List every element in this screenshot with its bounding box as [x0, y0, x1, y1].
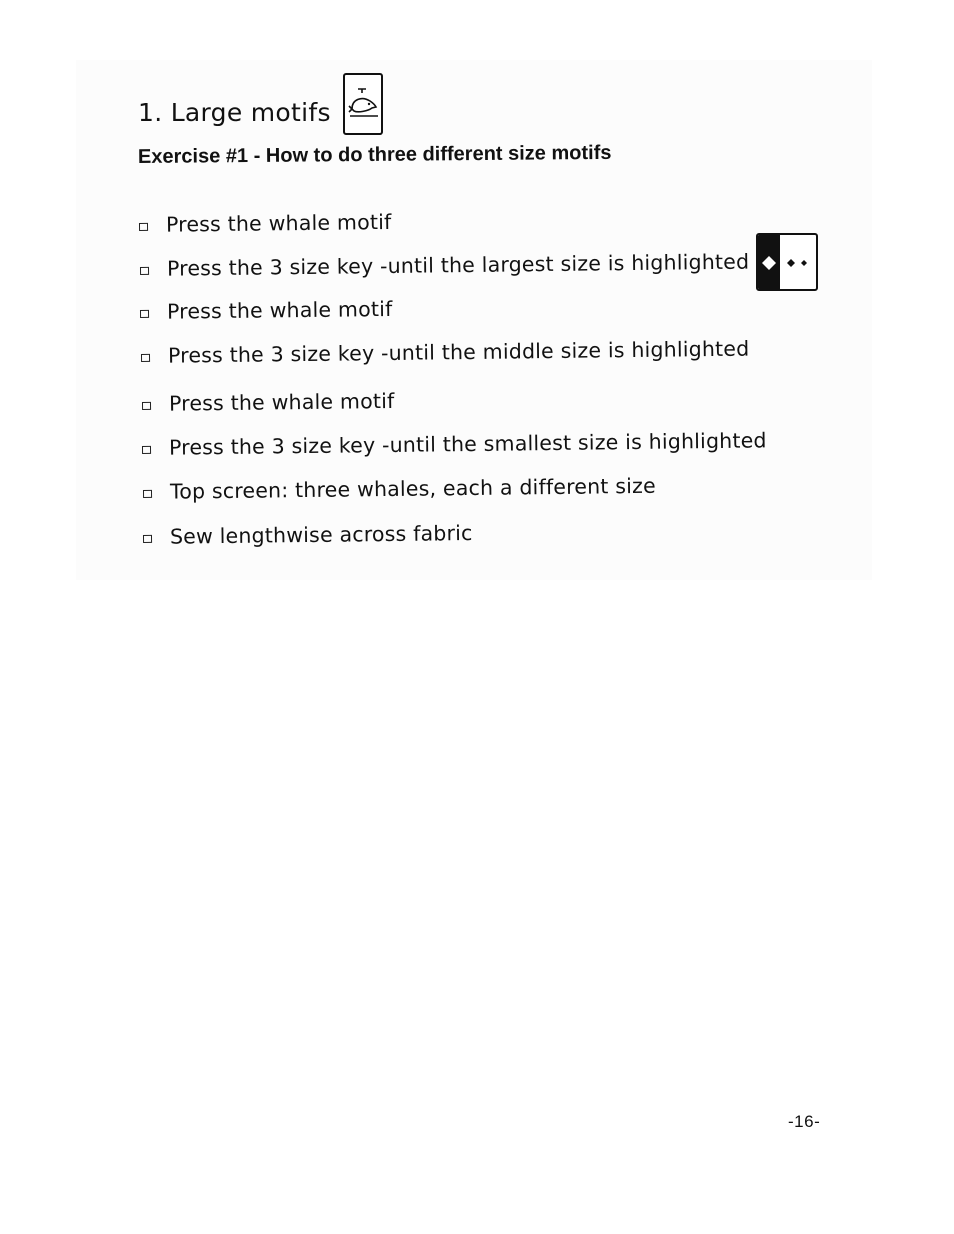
list-item	[139, 210, 392, 237]
whale-motif-icon	[343, 73, 383, 135]
step-text: Sew lengthwise across fabric	[169, 520, 473, 549]
checkbox-bullet-icon	[143, 535, 152, 543]
exercise-title: Exercise #1 - How to do three different size motifs	[137, 141, 612, 168]
list-item	[140, 297, 393, 324]
list-item	[142, 389, 395, 416]
step-text: Press the whale motif	[166, 296, 393, 324]
checkbox-bullet-icon	[142, 402, 151, 410]
step-text: Press the whale motif	[168, 388, 395, 416]
section-heading: 1. Large motifs	[138, 98, 331, 127]
checkbox-bullet-icon	[140, 267, 149, 275]
checkbox-bullet-icon	[141, 354, 150, 362]
step-text: Press the 3 size key -until the middle size is highlighted	[167, 336, 750, 368]
step-text: Press the whale motif	[165, 209, 392, 237]
step-text: Press the 3 size key -until the smallest size is highlighted	[168, 428, 767, 460]
step-text: Top screen: three whales, each a different size	[169, 473, 656, 504]
checkbox-bullet-icon	[140, 310, 149, 318]
checkbox-bullet-icon	[143, 490, 152, 498]
checkbox-bullet-icon	[142, 446, 151, 454]
step-text: Press the 3 size key -until the largest size is highlighted	[166, 249, 750, 281]
checkbox-bullet-icon	[139, 223, 148, 231]
list-item	[143, 521, 473, 549]
three-size-key-icon	[756, 233, 818, 291]
page-number: -16-	[788, 1112, 821, 1131]
